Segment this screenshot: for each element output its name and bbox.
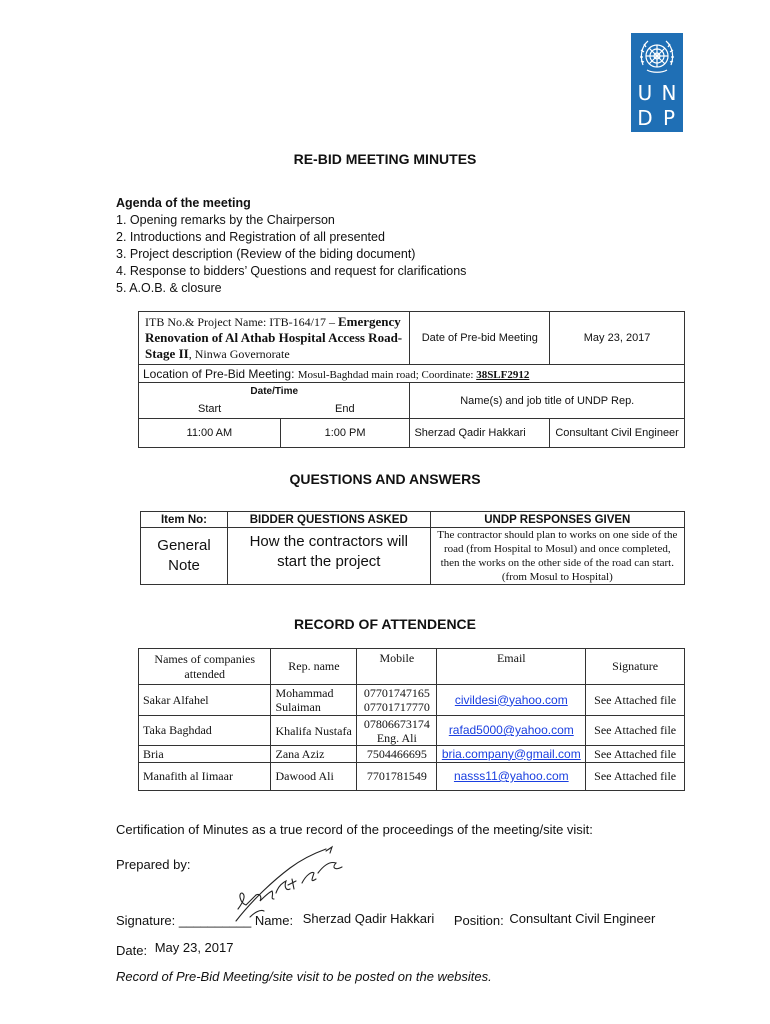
rep-title: Consultant Civil Engineer — [550, 419, 685, 448]
certification-text: Certification of Minutes as a true record of the proceedings of the meeting/site visit: — [116, 822, 593, 837]
project-suffix: , Ninwa Governorate — [188, 347, 290, 361]
attendance-table — [138, 648, 685, 791]
qa-table — [140, 511, 685, 585]
location-value: Mosul-Baghdad main road; Coordinate: — [297, 368, 477, 381]
page-title: RE-BID MEETING MINUTES — [293, 151, 477, 167]
prepared-by: Prepared by: — [116, 857, 191, 872]
footer-note: Record of Pre-Bid Meeting/site visit to be posted on the websites. — [116, 969, 492, 984]
company-name: Bria — [139, 746, 271, 763]
date-label: Date: — [116, 943, 148, 958]
datetime-label: Date/Time — [139, 383, 410, 401]
signature: See Attached file — [586, 763, 685, 791]
start-value: 11:00 AM — [139, 419, 281, 448]
table-row — [139, 746, 685, 763]
agenda-item: 5. A.O.B. & closure — [116, 281, 222, 295]
date-value-cell: May 23, 2017 — [550, 312, 685, 365]
signature: See Attached file — [586, 685, 685, 716]
rep-name: Sherzad Qadir Hakkari — [410, 419, 550, 448]
col-item: Item No: — [141, 512, 228, 528]
company-name: Manafith al Iimaar — [139, 763, 271, 791]
col-mobile: Mobile — [357, 649, 437, 685]
table-row — [139, 763, 685, 791]
location-cell — [139, 365, 685, 383]
signature: See Attached file — [586, 746, 685, 763]
email-link[interactable]: rafad5000@yahoo.com — [448, 723, 574, 737]
project-name-cell — [139, 312, 410, 365]
email-link[interactable]: bria.company@gmail.com — [441, 746, 581, 761]
logo-letter-u: U — [637, 81, 653, 105]
project-prefix: ITB No.& Project Name: ITB-164/17 – — [145, 315, 338, 329]
qa-question: How the contractors will start the project — [227, 528, 430, 585]
un-emblem-icon — [634, 35, 680, 79]
end-value: 1:00 PM — [280, 419, 410, 448]
agenda-item: 3. Project description (Review of the biding document) — [116, 247, 416, 261]
qa-heading: QUESTIONS AND ANSWERS — [289, 471, 481, 487]
company-name: Taka Baghdad — [139, 716, 271, 746]
rep-name: Dawood Ali — [271, 763, 357, 791]
agenda-heading: Agenda of the meeting — [116, 196, 251, 210]
date-line — [116, 940, 233, 958]
start-label: Start — [139, 401, 281, 419]
date-label-cell: Date of Pre-bid Meeting — [410, 312, 550, 365]
qa-item: General Note — [141, 528, 228, 585]
rep-label: Name(s) and job title of UNDP Rep. — [410, 383, 685, 419]
position-label: Position: — [453, 913, 504, 928]
mobile: 07806673174 Eng. Ali — [357, 716, 437, 746]
signature: See Attached file — [586, 716, 685, 746]
mobile: 7504466695 — [357, 746, 437, 763]
position-value: Consultant Civil Engineer — [509, 911, 656, 926]
col-response: UNDP RESPONSES GIVEN — [430, 512, 684, 528]
itb-table — [138, 311, 685, 448]
date-value: May 23, 2017 — [154, 940, 234, 955]
rep-name: Khalifa Nustafa — [271, 716, 357, 746]
name-label: Name: — [254, 913, 294, 928]
email-link[interactable]: civildesi@yahoo.com — [454, 692, 568, 707]
mobile: 07701747165 07701717770 — [357, 685, 437, 716]
name-value: Sherzad Qadir Hakkari — [302, 911, 435, 926]
signature-label: Signature: __________ — [116, 913, 252, 928]
logo-letter-d: D — [637, 106, 653, 130]
table-row — [139, 685, 685, 716]
table-row — [141, 528, 685, 585]
logo-letter-n: N — [661, 81, 677, 105]
qa-response: The contractor should plan to works on one side of the road (from Hospital to Mosul) and once completed, then the works on the other side of the road can start. (from Mosul to Hospital) — [430, 528, 684, 585]
coordinate: 38SLF2912 — [476, 368, 530, 381]
agenda-item: 1. Opening remarks by the Chairperson — [116, 213, 335, 227]
col-company: Names of companies attended — [139, 649, 271, 685]
email-link[interactable]: nasss11@yahoo.com — [453, 769, 569, 783]
rep-name: Mohammad Sulaiman — [271, 685, 357, 716]
end-label: End — [280, 401, 410, 419]
agenda-item: 2. Introductions and Registration of all presented — [116, 230, 385, 244]
col-email: Email — [437, 649, 586, 685]
col-rep: Rep. name — [271, 649, 357, 685]
col-question: BIDDER QUESTIONS ASKED — [227, 512, 430, 528]
company-name: Sakar Alfahel — [139, 685, 271, 716]
agenda-item: 4. Response to bidders’ Questions and request for clarifications — [116, 264, 467, 278]
rep-name: Zana Aziz — [271, 746, 357, 763]
undp-logo — [631, 33, 683, 132]
agenda — [116, 195, 466, 297]
table-row — [139, 716, 685, 746]
col-signature: Signature — [586, 649, 685, 685]
logo-letter-p: P — [662, 106, 676, 130]
project-name: Emergency Renovation of Al Athab Hospital Access Road-Stage II — [145, 314, 403, 361]
location-label: Location of Pre-Bid Meeting: — [143, 366, 298, 381]
mobile: 7701781549 — [357, 763, 437, 791]
attendance-heading: RECORD OF ATTENDENCE — [294, 616, 476, 632]
signature-line — [116, 911, 655, 928]
